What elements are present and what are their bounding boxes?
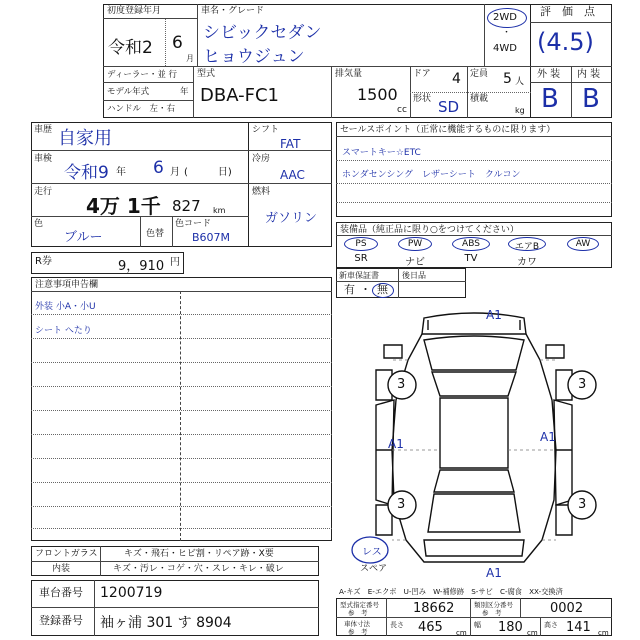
front-glass-value: キズ・飛石・ヒビ割・リペア跡・X要: [124, 549, 274, 559]
equip-airbag: エアB: [514, 242, 540, 252]
shift-value: FAT: [280, 137, 301, 151]
interior-grade: B: [582, 84, 600, 114]
mark-right-rear-tire: 3: [578, 497, 587, 512]
dealer-label: ディーラー・並 行: [107, 70, 178, 80]
chassis-value: 1200719: [100, 585, 163, 601]
kg-unit: kg: [515, 106, 525, 115]
category-value: 0002: [550, 601, 584, 616]
equip-sr: SR: [354, 253, 368, 264]
width-label: 幅: [474, 621, 481, 629]
warranty-new-label: 新車保証書: [339, 271, 379, 280]
inspection-day-unit: ( 日): [184, 167, 232, 178]
displacement-label: 排気量: [335, 69, 363, 79]
length-unit: cm: [456, 629, 467, 637]
length-label: 長さ: [390, 621, 404, 629]
color-no-label: 色替: [146, 229, 165, 239]
first-reg-era: 令和2: [108, 38, 153, 58]
exterior-label: 外 装: [537, 69, 561, 80]
sales-points-title: セールスポイント（正常に機能するものに限ります）: [340, 125, 556, 135]
first-reg-month-unit: 月: [186, 54, 194, 63]
inspection-month: 6: [153, 158, 164, 178]
height-label: 高さ: [544, 621, 558, 629]
recycle-yen: 円: [170, 257, 180, 268]
spare-label: スペア: [360, 564, 388, 574]
width-unit: cm: [527, 629, 538, 637]
mark-right-front-tire: 3: [578, 377, 587, 392]
ac-label: 冷房: [252, 154, 271, 164]
capacity-label: 定員: [470, 69, 489, 79]
type-label: 型式: [197, 69, 216, 79]
recycle-value: 9，910: [118, 259, 165, 274]
interior-value: キズ・汚レ・コゲ・穴・スレ・キレ・破レ: [113, 564, 284, 574]
category-label: 類別区分番号: [474, 601, 513, 609]
fuel-label: 燃料: [252, 187, 271, 197]
km-unit: km: [213, 206, 226, 215]
rating-label: 評 価 点: [540, 5, 595, 18]
first-reg-month: 6: [172, 33, 183, 53]
equipment-title: 装備品（純正品に限り○をつけてください）: [340, 225, 519, 235]
equip-abs: ABS: [462, 239, 480, 249]
mark-front: A1: [486, 308, 502, 322]
color-value: ブルー: [64, 230, 103, 245]
inspection-month-unit: 月: [170, 167, 180, 178]
mark-left-rear-tire: 3: [397, 497, 406, 512]
registration-label: 登録番号: [39, 614, 83, 627]
warranty-after-label: 後日品: [402, 271, 426, 280]
color-label: 色: [34, 219, 44, 229]
drive-2wd: 2WD: [493, 12, 517, 23]
capacity-unit: 人: [515, 77, 525, 87]
chassis-label: 車台番号: [39, 586, 83, 599]
notes-box: [31, 277, 332, 541]
equip-aw: AW: [575, 239, 591, 249]
loading-label: 積載: [470, 94, 489, 104]
drive-4wd: 4WD: [493, 43, 517, 54]
registration-value: 袖ヶ浦 301 す 8904: [100, 615, 232, 631]
equip-leather: カワ: [517, 257, 537, 268]
interior-label: 内装: [52, 564, 71, 574]
dims-label: 車体寸法: [344, 620, 370, 628]
warranty-yes: 有: [344, 283, 355, 296]
interior-label: 内 装: [577, 69, 601, 80]
warranty-no: 無: [377, 283, 388, 296]
sales-points-line1: スマートキー☆ETC: [342, 148, 421, 158]
type-no-value: 18662: [413, 601, 455, 616]
mileage-value: 4万 1千: [86, 194, 161, 218]
type-no-ref-label: 参 考: [348, 609, 368, 617]
recycle-label: R券: [35, 256, 52, 267]
inspection-year-unit: 年: [116, 167, 126, 178]
ac-value: AAC: [280, 168, 305, 182]
equip-ps: PS: [355, 239, 367, 249]
car-name-label: 車名・グレード: [201, 6, 265, 16]
notes-title: 注意事項申告欄: [35, 280, 99, 290]
mark-left-front-tire: 3: [397, 377, 406, 392]
equip-tv: TV: [464, 253, 478, 264]
dims-ref-label: 参 考: [348, 628, 368, 636]
equip-navi: ナビ: [405, 257, 425, 268]
car-name-line1: シビックセダン: [203, 23, 322, 43]
usage-value: 自家用: [58, 128, 112, 149]
mark-left-side: A1: [388, 437, 404, 451]
model-year-unit: 年: [180, 87, 189, 97]
width-value: 180: [498, 620, 523, 635]
drive-dot: ・: [502, 28, 512, 38]
notes-line1: 外装 小A・小U: [35, 302, 96, 312]
exterior-grade: B: [541, 84, 559, 114]
cc-unit: cc: [397, 105, 407, 115]
inspection-era: 令和9: [64, 163, 109, 183]
length-value: 465: [418, 620, 443, 635]
displacement-value: 1500: [357, 85, 398, 104]
front-glass-label: フロントガラス: [35, 549, 98, 559]
warranty-dot: ・: [360, 283, 371, 296]
handle-label: ハンドル 左・右: [107, 104, 176, 114]
shift-label: シフト: [252, 125, 280, 135]
shape-value: SD: [438, 98, 460, 116]
category-ref-label: 参 考: [482, 609, 502, 617]
capacity-value: 5: [503, 71, 512, 87]
door-label: ドア: [413, 69, 431, 79]
damage-legend: A-キズ E-エクボ U-凹み W-補修跡 S-サビ C-腐食 XX-交換済: [339, 587, 563, 596]
fuel-value: ガソリン: [265, 211, 318, 226]
mark-right-side: A1: [540, 430, 556, 444]
rating-value: (4.5): [537, 28, 594, 56]
height-unit: cm: [598, 629, 609, 637]
type-value: DBA-FC1: [200, 85, 279, 106]
mileage-label: 走行: [34, 187, 53, 197]
sales-points-line2: ホンダセンシング レザーシート クルコン: [342, 170, 521, 180]
first-reg-label: 初度登録年月: [107, 6, 162, 16]
shape-label: 形状: [413, 94, 432, 104]
mark-rear: A1: [486, 566, 502, 580]
notes-line2: シート へたり: [35, 326, 92, 336]
color-code-value: B607M: [192, 231, 231, 244]
usage-label: 車歴: [34, 125, 53, 135]
door-value: 4: [452, 71, 461, 87]
car-name-line2: ヒョウジュン: [203, 47, 305, 67]
height-value: 141: [566, 620, 591, 635]
color-code-label: 色コード: [175, 219, 212, 229]
spare-mark: レス: [362, 547, 382, 558]
type-no-label: 型式指定番号: [340, 601, 379, 609]
inspection-label: 車検: [34, 154, 53, 164]
model-year-label: モデル年式: [107, 87, 150, 97]
mileage-extra: 827: [172, 197, 201, 215]
equip-pw: PW: [407, 239, 423, 249]
